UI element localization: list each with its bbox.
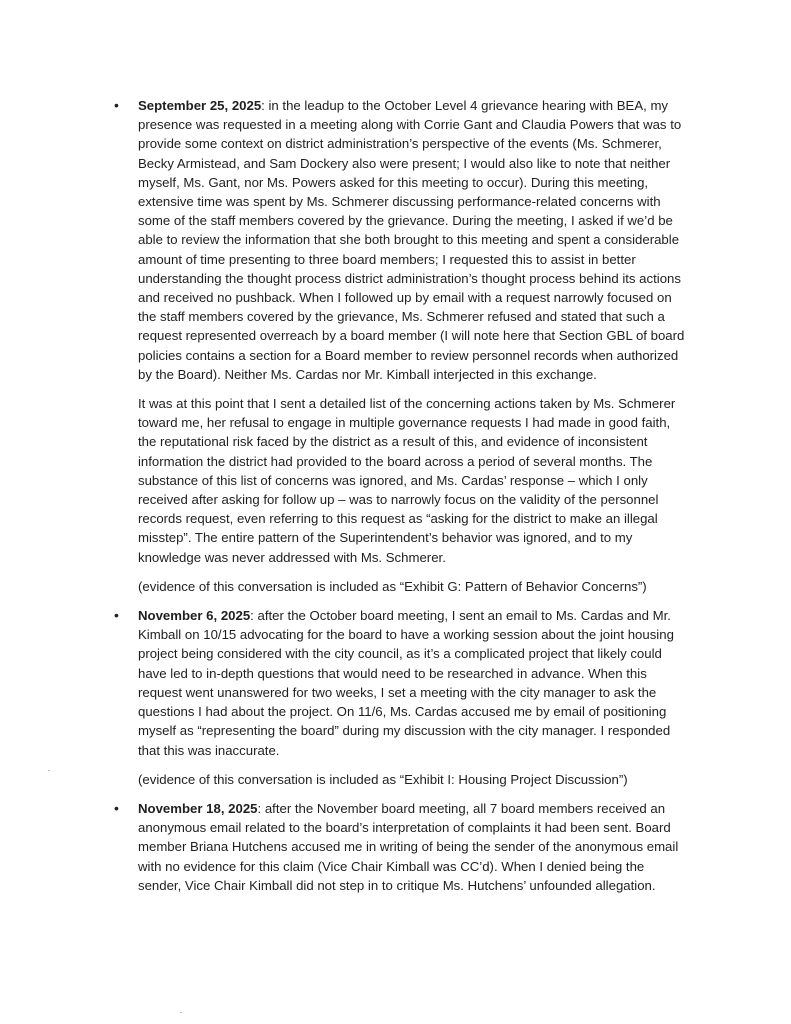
entry-paragraph <box>138 96 690 384</box>
document-body <box>110 96 690 905</box>
entry-text: after the November board meeting, all 7 board members received an anonymous email related to the board’s interpretation of complaints it had been sent. Board member Briana Hutchens accused me in writing of being the sender of the anonymous email with no evidence for this claim (Vice Chair Kimball was CC’d). When I denied being the sender, Vice Chair Kimball did not step in to critique Ms. Hutchens’ unfounded allegation. <box>138 800 679 893</box>
bullet-icon: • <box>114 799 119 816</box>
bullet-icon: • <box>114 97 119 113</box>
entry-text: in the leadup to the October Level 4 grievance hearing with BEA, my presence was requested in a meeting along with Corrie Gant and Claudia Powers that was to provide some context on district administration’s perspective of the events (Ms. Schmerer, Becky Armistead, and Sam Dockery also were present; I would also like to note that neither myself, Ms. Gant, nor Ms. Powers asked for this meeting to occur). During this meeting, extensive time was spent by Ms. Schmerer discussing performance-related concerns with some of the staff members covered by the grievance. During the meeting, I asked if we’d be able to review the information that she both brought to this meeting and spent a considerable amount of time presenting to three board members; I requested this to assist in better understanding the thought process district administration’s thought process behind its actions and received no pushback. When I followed up by email with a request narrowly focused on the staff members covered by the grievance, Ms. Schmerer refused and stated that such a request represented overreach by a board member (I will note here that Section GBL of board policies contains a section for a Board member to review personnel records when authorized by the Board). Neither Ms. Cardas nor Mr. Kimball interjected in this exchange. <box>138 98 685 382</box>
entry-date: November 6, 2025 <box>138 608 251 624</box>
list-item <box>110 799 690 895</box>
list-item <box>110 96 690 596</box>
entry-paragraph: It was at this point that I sent a detailed list of the concerning actions taken by Ms. Schmerer toward me, her refusal to engage in multiple governance requests I had made in good faith, the reputational risk faced by the district as a result of this, and evidence of inconsistent information the district had provided to the board across a period of several months. The substance of this list of concerns was ignored, and Ms. Cardas’ response – which I only received after asking for follow up – was to narrowly focus on the validity of the personnel records request, even referring to this request as “asking for the district to make an illegal misstep”. The entire pattern of the Superintendent’s behavior was ignored, and to my knowledge was never addressed with Ms. Schmerer. <box>138 396 676 565</box>
entry-text: after the October board meeting, I sent an email to Ms. Cardas and Mr. Kimball on 10/15 advocating for the board to have a working session about the joint housing project being considered with the city council, as it’s a complicated project that likely could have led to in-depth questions that would need to be researched in advance. When this request went unanswered for two weeks, I set a meeting with the city manager to ask the questions I had about the project. On 11/6, Ms. Cardas accused me by email of positioning myself as “representing the board” during my discussion with the city manager. I responded that this was inaccurate. <box>138 608 674 758</box>
date-colon: : <box>250 608 258 624</box>
bullet-icon: • <box>114 607 119 624</box>
evidence-note: (evidence of this conversation is included as “Exhibit G: Pattern of Behavior Concerns”) <box>138 578 647 594</box>
date-colon: : <box>257 800 265 816</box>
entry-paragraph <box>138 606 690 760</box>
entry-date: September 25, 2025 <box>138 98 262 113</box>
scan-speck <box>48 770 50 771</box>
scan-speck <box>180 1012 182 1013</box>
entry-date: November 18, 2025 <box>138 800 258 816</box>
date-colon: : <box>261 98 269 113</box>
evidence-note: (evidence of this conversation is included as “Exhibit I: Housing Project Discussion”) <box>138 771 628 787</box>
list-item <box>110 606 690 789</box>
entry-paragraph <box>138 799 690 895</box>
